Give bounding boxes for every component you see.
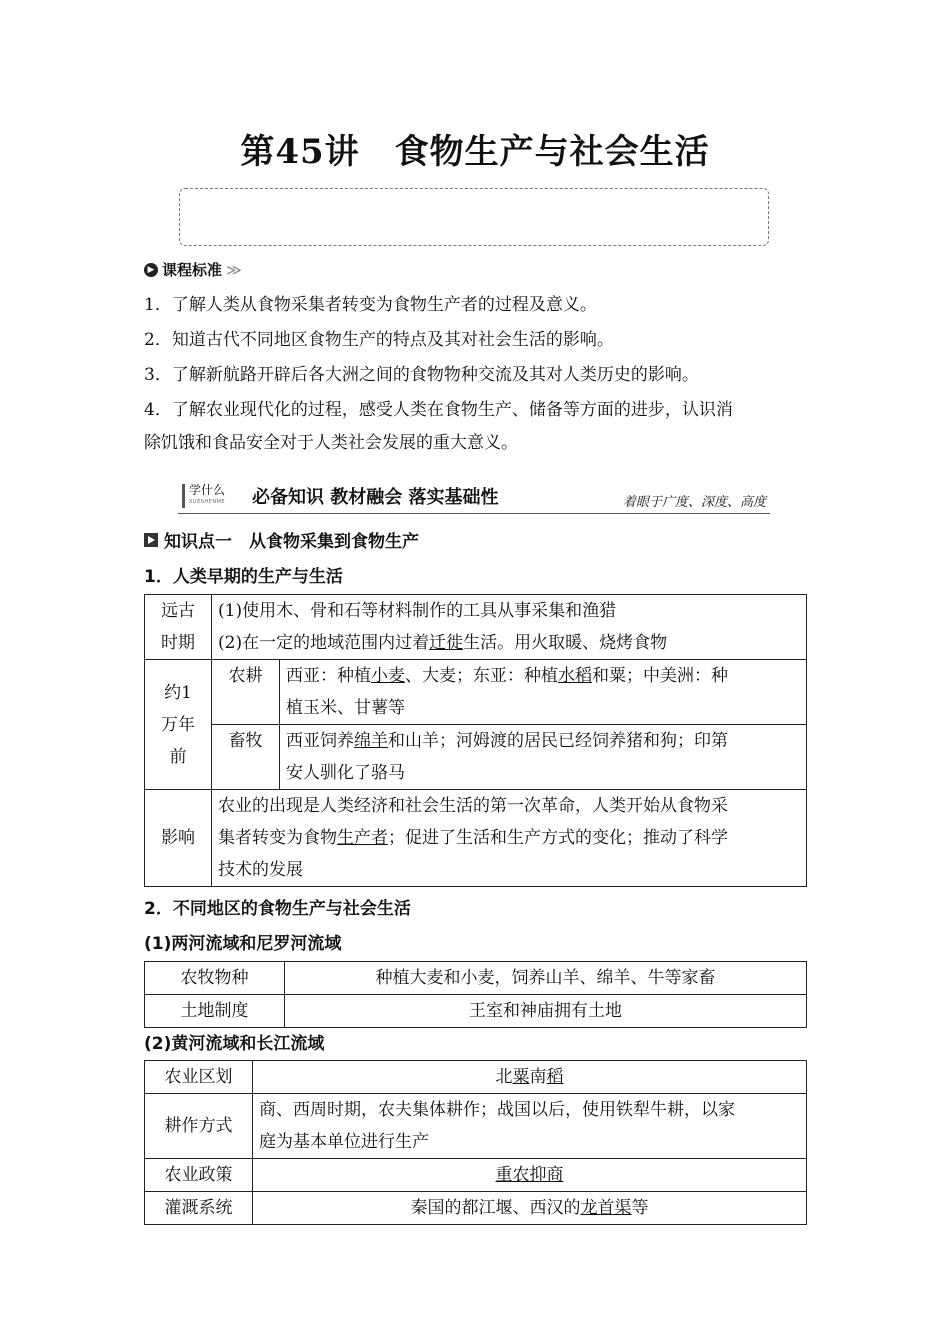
- herding-line-2: 安人驯化了骆马: [286, 763, 405, 783]
- underlined-text: 绵羊: [354, 731, 388, 751]
- section-2-heading: 2．不同地区的食物生产与社会生活: [144, 899, 411, 919]
- impact-line-1: 农业的出现是人类经济和社会生活的第一次革命，人类开始从食物采: [218, 796, 728, 816]
- text: 秦国的都江堰、西汉的: [410, 1198, 581, 1218]
- era-line-3: 前: [169, 746, 187, 767]
- table-row: [145, 725, 807, 790]
- underlined-text: 重农抑商: [495, 1165, 564, 1185]
- section-banner: [178, 481, 770, 514]
- policy-label: 农业政策: [145, 1159, 253, 1192]
- table-row: [145, 1061, 807, 1094]
- impact-line-2: [218, 822, 800, 854]
- banner-logo: [182, 484, 225, 508]
- era-line-1: 约1: [164, 682, 192, 703]
- mesopotamia-table: [144, 961, 807, 1028]
- table-row: [145, 1094, 807, 1159]
- ancient-content: [212, 595, 807, 660]
- table-row: [145, 962, 807, 995]
- section-1-heading: 1．人类早期的生产与生活: [144, 567, 343, 587]
- subsection-1-heading: (1)两河流域和尼罗河流域: [144, 934, 342, 954]
- knowledge-point-1-label: 知识点一 从食物采集到食物生产: [164, 532, 419, 552]
- table-cell-label: 农牧物种: [145, 962, 285, 995]
- standard-item-2: 2．知道古代不同地区食物生产的特点及其对社会生活的影响。: [144, 330, 614, 350]
- method-label: 耕作方式: [145, 1094, 253, 1159]
- era-line-2: 万年: [161, 714, 195, 735]
- play-icon: ▶: [144, 263, 158, 277]
- irrigation-label: 灌溉系统: [145, 1192, 253, 1225]
- herding-content: [280, 725, 807, 790]
- herding-label: 畜牧: [212, 725, 280, 790]
- table-row: [145, 995, 807, 1028]
- impact-line-3: 技术的发展: [218, 860, 303, 880]
- subsection-2-heading: (2)黄河流域和长江流域: [144, 1034, 325, 1054]
- herding-line-1: [286, 725, 800, 757]
- ancient-label-2: 时期: [161, 633, 195, 653]
- zone-label: 农业区划: [145, 1061, 253, 1094]
- yellow-river-table: [144, 1060, 807, 1225]
- standard-item-3: 3．了解新航路开辟后各大洲之间的食物物种交流及其对人类历史的影响。: [144, 365, 699, 385]
- policy-value: [253, 1159, 807, 1192]
- ancient-line-1: (1)使用木、骨和石等材料制作的工具从事采集和渔猎: [218, 601, 617, 621]
- underlined-text: 粟: [512, 1067, 530, 1087]
- farming-label: 农耕: [212, 660, 280, 725]
- text: 北: [495, 1067, 513, 1087]
- table-row: [145, 1159, 807, 1192]
- era-label: [145, 660, 212, 790]
- impact-content: [212, 790, 807, 887]
- text: 西亚：种植: [286, 666, 371, 686]
- ancient-label-1: 远古: [161, 601, 195, 621]
- standard-item-4-cont: 除饥饿和食品安全对于人类社会发展的重大意义。: [144, 433, 518, 453]
- irrigation-value: [253, 1192, 807, 1225]
- page-title: 第45讲 食物生产与社会生活: [240, 132, 710, 172]
- ancient-line-2: [218, 627, 800, 659]
- method-line-1: 商、西周时期，农夫集体耕作；战国以后，使用铁犁牛耕，以家: [259, 1100, 735, 1120]
- double-chevron-icon: ≫: [226, 260, 242, 279]
- text: 南: [529, 1067, 547, 1087]
- table-cell-label: 土地制度: [145, 995, 285, 1028]
- method-line-2: 庭为基本单位进行生产: [259, 1132, 429, 1152]
- text: 和山羊；河姆渡的居民已经饲养猪和狗；印第: [388, 731, 728, 751]
- banner-logo-text: 学什么: [189, 483, 226, 497]
- dashed-box: [179, 188, 769, 246]
- text: 、大麦；东亚：种植: [405, 666, 558, 686]
- text: ；促进了生活和生产方式的变化；推动了科学: [388, 828, 728, 848]
- text: 等: [631, 1198, 649, 1218]
- table-cell-value: 种植大麦和小麦，饲养山羊、绵羊、牛等家畜: [285, 962, 807, 995]
- method-value: [253, 1094, 807, 1159]
- underlined-text: 小麦: [371, 666, 405, 686]
- underlined-text: 水稻: [558, 666, 592, 686]
- early-life-table: [144, 594, 807, 887]
- text: (2)在一定的地域范围内过着: [218, 633, 430, 653]
- course-standard-label: 课程标准: [162, 261, 223, 279]
- underlined-text: 迁徙: [429, 633, 464, 653]
- text: 集者转变为食物: [218, 828, 337, 848]
- standard-item-4: 4．了解农业现代化的过程，感受人类在食物生产、储备等方面的进步，认识消: [144, 400, 733, 420]
- table-row: [145, 595, 807, 660]
- banner-main: 必备知识 教材融会 落实基础性: [252, 487, 499, 508]
- underlined-text: 稻: [546, 1067, 564, 1087]
- banner-logo-sub: XUESHENME: [189, 499, 226, 505]
- zone-value: [253, 1061, 807, 1094]
- standard-item-1: 1．了解人类从食物采集者转变为食物生产者的过程及意义。: [144, 295, 597, 315]
- farming-line-2: 植玉米、甘薯等: [286, 698, 405, 718]
- impact-label: 影响: [145, 790, 212, 887]
- underlined-text: 生产者: [337, 828, 388, 848]
- farming-content: [280, 660, 807, 725]
- underlined-text: 龙首渠: [580, 1198, 632, 1218]
- table-row: [145, 660, 807, 725]
- ancient-label: [145, 595, 212, 660]
- text: 生活。用火取暖、烧烤食物: [463, 633, 668, 653]
- knowledge-point-1: [144, 527, 419, 552]
- table-row: [145, 790, 807, 887]
- text: 和粟；中美洲：种: [592, 666, 728, 686]
- farming-line-1: [286, 660, 800, 692]
- triangle-icon: [144, 533, 158, 547]
- course-standard-header: [144, 259, 242, 280]
- text: 西亚饲养: [286, 731, 354, 751]
- banner-sub: 着眼于广度、深度、高度: [622, 495, 766, 510]
- table-cell-value: 王室和神庙拥有土地: [285, 995, 807, 1028]
- table-row: [145, 1192, 807, 1225]
